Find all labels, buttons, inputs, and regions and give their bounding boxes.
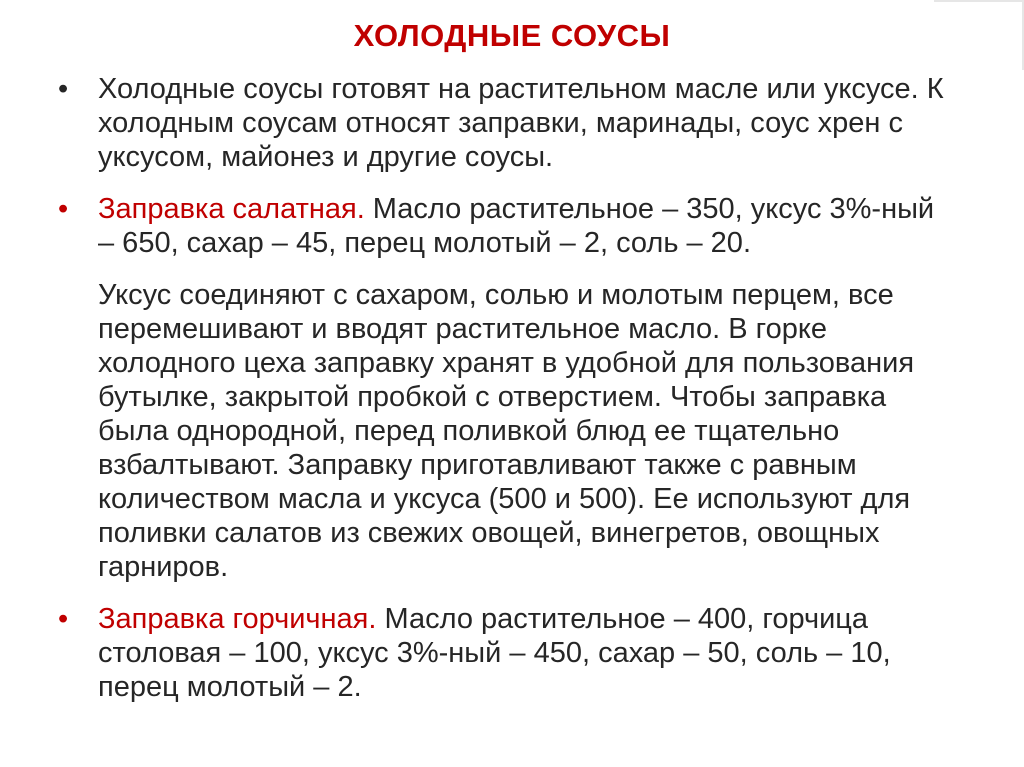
paragraph-text-inner: Уксус соединяют с сахаром, солью и молотым перцем, все перемешивают и вводят растительное масло. В горке холодного цеха заправку хранят в удобной для пользования бутылке, закрытой пробкой с отверстием. Чтобы заправка была однородной, перед поливкой блюд ее тщательно взбалтывают. Заправку приготавливают также с равным количеством масла и уксуса (500 и 500). Ее используют для поливки салатов из свежих овощей, винегретов, овощных гарниров. (98, 279, 915, 583)
bullet-marker: • (58, 603, 69, 635)
paragraph-text: Масло растительное – 400, горчица столовая – 100, уксус 3%-ный – 450, сахар – 50, соль – 10, перец молотый – 2. (98, 603, 891, 703)
paragraph-heading: Заправка салатная. (98, 193, 365, 225)
paragraph-text: Холодные соусы готовят на растительном масле или уксусе. К холодным соусам относят заправки, маринады, соус хрен с уксусом, майонез и другие соусы. (98, 73, 944, 173)
slide-content (58, 72, 958, 722)
bullet-marker: • (58, 73, 69, 105)
paragraph-heading: Заправка горчичная. (98, 603, 377, 635)
paragraph-intro (58, 72, 958, 174)
paragraph-text (98, 278, 958, 584)
bullet-marker: • (58, 193, 69, 225)
paragraph-mustard-dressing (58, 602, 958, 704)
paragraph-salad-dressing (58, 192, 958, 260)
slide-title: ХОЛОДНЫЕ СОУСЫ (353, 18, 671, 53)
paragraph-text: Масло растительное – 350, уксус 3%-ный – 650, сахар – 45, перец молотый – 2, соль – 20. (98, 193, 935, 259)
paragraph-salad-method (58, 278, 958, 584)
